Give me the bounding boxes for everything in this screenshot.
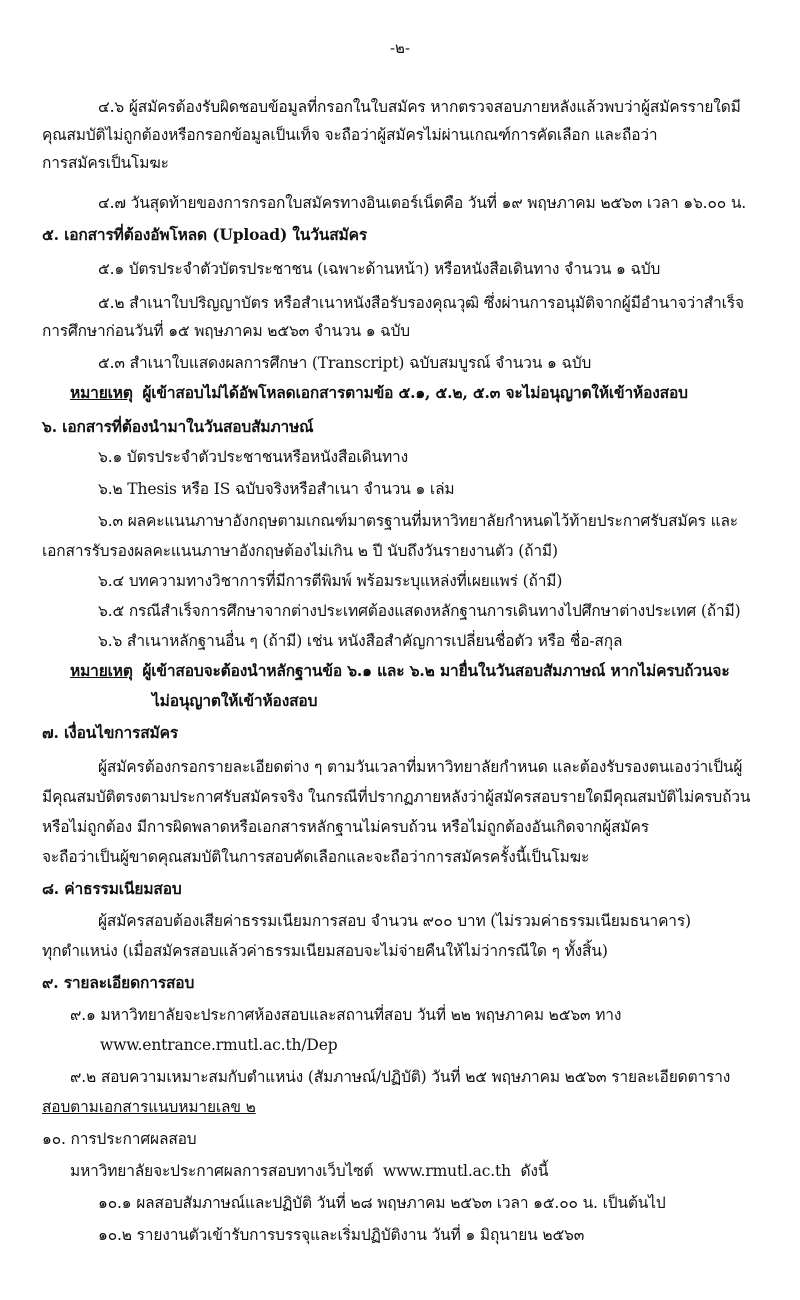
item-6-3-line-2: เอกสารรับรองผลคะแนนภาษาอังกฤษต้องไม่เกิน ๒ ปี นับถึงวันรายงานตัว (ถ้ามี) — [42, 542, 558, 560]
item-6-3-line-1: ๖.๓ ผลคะแนนภาษาอังกฤษตามเกณฑ์มาตรฐานที่มหาวิทยาลัยกำหนดไว้ท้ายประกาศรับสมัคร และ — [98, 512, 738, 530]
section-6-note-line-1 — [70, 658, 730, 684]
section-6-note-line-2: ไม่อนุญาตให้เข้าห้องสอบ — [152, 691, 318, 710]
section-8-heading: ๘. ค่าธรรมเนียมสอบ — [42, 879, 182, 898]
section-7-line-1: ผู้สมัครต้องกรอกรายละเอียดต่าง ๆ ตามวันเวลาที่มหาวิทยาลัยกำหนด และต้องรับรองตนเองว่าเป็นผู้ — [98, 758, 743, 776]
page-number: -๒- — [389, 39, 411, 57]
exam-site-url[interactable]: www.entrance.rmutl.ac.th/Dep — [100, 1036, 338, 1054]
item-9-2-line-2: สอบตามเอกสารแนบหมายเลข ๒ — [42, 1098, 256, 1116]
item-10-2: ๑๐.๒ รายงานตัวเข้ารับการบรรจุและเริ่มปฏิบัติงาน วันที่ ๑ มิถุนายน ๒๕๖๓ — [98, 1226, 585, 1244]
note-text: ผู้เข้าสอบไม่ได้อัพโหลดเอกสารตามข้อ ๕.๑, ๕.๒, ๕.๓ จะไม่อนุญาตให้เข้าห้องสอบ — [142, 383, 688, 402]
item-5-2-line-1: ๕.๒ สำเนาใบปริญญาบัตร หรือสำเนาหนังสือรับรองคุณวุฒิ ซึ่งผ่านการอนุมัติจากผู้มีอำนาจว่าสำเร็จ — [98, 294, 744, 312]
section-7-line-2: มีคุณสมบัติตรงตามประกาศรับสมัครจริง ในกรณีที่ปรากฏภายหลังว่าผู้สมัครสอบรายใดมีคุณสมบัติไม่ครบถ้วน — [42, 788, 751, 806]
section-5-note — [70, 380, 688, 406]
section-8-line-1: ผู้สมัครสอบต้องเสียค่าธรรมเนียมการสอบ จำนวน ๙๐๐ บาท (ไม่รวมค่าธรรมเนียมธนาคาร) — [98, 912, 691, 930]
section-10-intro — [70, 1158, 548, 1184]
intro-text: มหาวิทยาลัยจะประกาศผลการสอบทางเว็บไซต์ — [70, 1162, 374, 1180]
item-6-5: ๖.๕ กรณีสำเร็จการศึกษาจากต่างประเทศต้องแสดงหลักฐานการเดินทางไปศึกษาต่างประเทศ (ถ้ามี) — [98, 602, 741, 620]
item-6-6: ๖.๖ สำเนาหลักฐานอื่น ๆ (ถ้ามี) เช่น หนังสือสำคัญการเปลี่ยนชื่อตัว หรือ ชื่อ-สกุล — [98, 632, 623, 650]
item-6-1: ๖.๑ บัตรประจำตัวประชาชนหรือหนังสือเดินทาง — [98, 448, 408, 466]
section-7-line-3: หรือไม่ถูกต้อง มีการผิดพลาดหรือเอกสารหลักฐานไม่ครบถ้วน หรือไม่ถูกต้องอันเกิดจากผู้สมัคร — [42, 818, 649, 836]
item-6-2: ๖.๒ Thesis หรือ IS ฉบับจริงหรือสำเนา จำนวน ๑ เล่ม — [98, 480, 455, 498]
item-5-1: ๕.๑ บัตรประจำตัวบัตรประชาชน (เฉพาะด้านหน้า) หรือหนังสือเดินทาง จำนวน ๑ ฉบับ — [98, 260, 661, 278]
item-5-2-line-2: การศึกษาก่อนวันที่ ๑๕ พฤษภาคม ๒๕๖๓ จำนวน ๑ ฉบับ — [42, 322, 410, 340]
section-5-heading: ๕. เอกสารที่ต้องอัพโหลด (Upload) ในวันสมัคร — [42, 225, 368, 244]
section-8-line-2: ทุกตำแหน่ง (เมื่อสมัครสอบแล้วค่าธรรมเนียมสอบจะไม่จ่ายคืนให้ไม่ว่ากรณีใด ๆ ทั้งสิ้น) — [42, 942, 608, 960]
item-4-6-line-1: ๔.๖ ผู้สมัครต้องรับผิดชอบข้อมูลที่กรอกในใบสมัคร หากตรวจสอบภายหลังแล้วพบว่าผู้สมัครรายใดมี — [98, 98, 741, 116]
section-10-heading: ๑๐. การประกาศผลสอบ — [42, 1130, 197, 1148]
item-9-2-line-1: ๙.๒ สอบความเหมาะสมกับตำแหน่ง (สัมภาษณ์/ปฏิบัติ) วันที่ ๒๕ พฤษภาคม ๒๕๖๓ รายละเอียดตาราง — [70, 1068, 731, 1086]
section-7-heading: ๗. เงื่อนไขการสมัคร — [42, 723, 178, 742]
section-9-heading: ๙. รายละเอียดการสอบ — [42, 973, 195, 992]
section-6-heading: ๖. เอกสารที่ต้องนำมาในวันสอบสัมภาษณ์ — [42, 417, 314, 436]
item-4-6-line-2: คุณสมบัติไม่ถูกต้องหรือกรอกข้อมูลเป็นเท็จ จะถือว่าผู้สมัครไม่ผ่านเกณฑ์การคัดเลือก และถือว่า — [42, 126, 658, 144]
item-9-1-line-1: ๙.๑ มหาวิทยาลัยจะประกาศห้องสอบและสถานที่สอบ วันที่ ๒๒ พฤษภาคม ๒๕๖๓ ทาง — [70, 1006, 622, 1024]
item-5-3: ๕.๓ สำเนาใบแสดงผลการศึกษา (Transcript) ฉบับสมบูรณ์ จำนวน ๑ ฉบับ — [98, 354, 592, 372]
intro-tail: ดังนี้ — [520, 1162, 549, 1180]
note-text: ผู้เข้าสอบจะต้องนำหลักฐานข้อ ๖.๑ และ ๖.๒ มายื่นในวันสอบสัมภาษณ์ หากไม่ครบถ้วนจะ — [142, 661, 730, 680]
item-10-1: ๑๐.๑ ผลสอบสัมภาษณ์และปฏิบัติ วันที่ ๒๘ พฤษภาคม ๒๕๖๓ เวลา ๑๕.๐๐ น. เป็นต้นไป — [98, 1194, 666, 1212]
note-label: หมายเหตุ — [70, 661, 133, 680]
item-4-7: ๔.๗ วันสุดท้ายของการกรอกใบสมัครทางอินเตอร์เน็ตคือ วันที่ ๑๙ พฤษภาคม ๒๕๖๓ เวลา ๑๖.๐๐ น. — [98, 194, 747, 212]
item-4-6-line-3: การสมัครเป็นโมฆะ — [42, 154, 169, 172]
note-label: หมายเหตุ — [70, 383, 133, 402]
item-6-4: ๖.๔ บทความทางวิชาการที่มีการตีพิมพ์ พร้อมระบุแหล่งที่เผยแพร่ (ถ้ามี) — [98, 572, 563, 590]
results-site-url[interactable]: www.rmutl.ac.th — [383, 1162, 511, 1180]
section-7-line-4: จะถือว่าเป็นผู้ขาดคุณสมบัติในการสอบคัดเลือกและจะถือว่าการสมัครครั้งนี้เป็นโมฆะ — [42, 848, 590, 866]
